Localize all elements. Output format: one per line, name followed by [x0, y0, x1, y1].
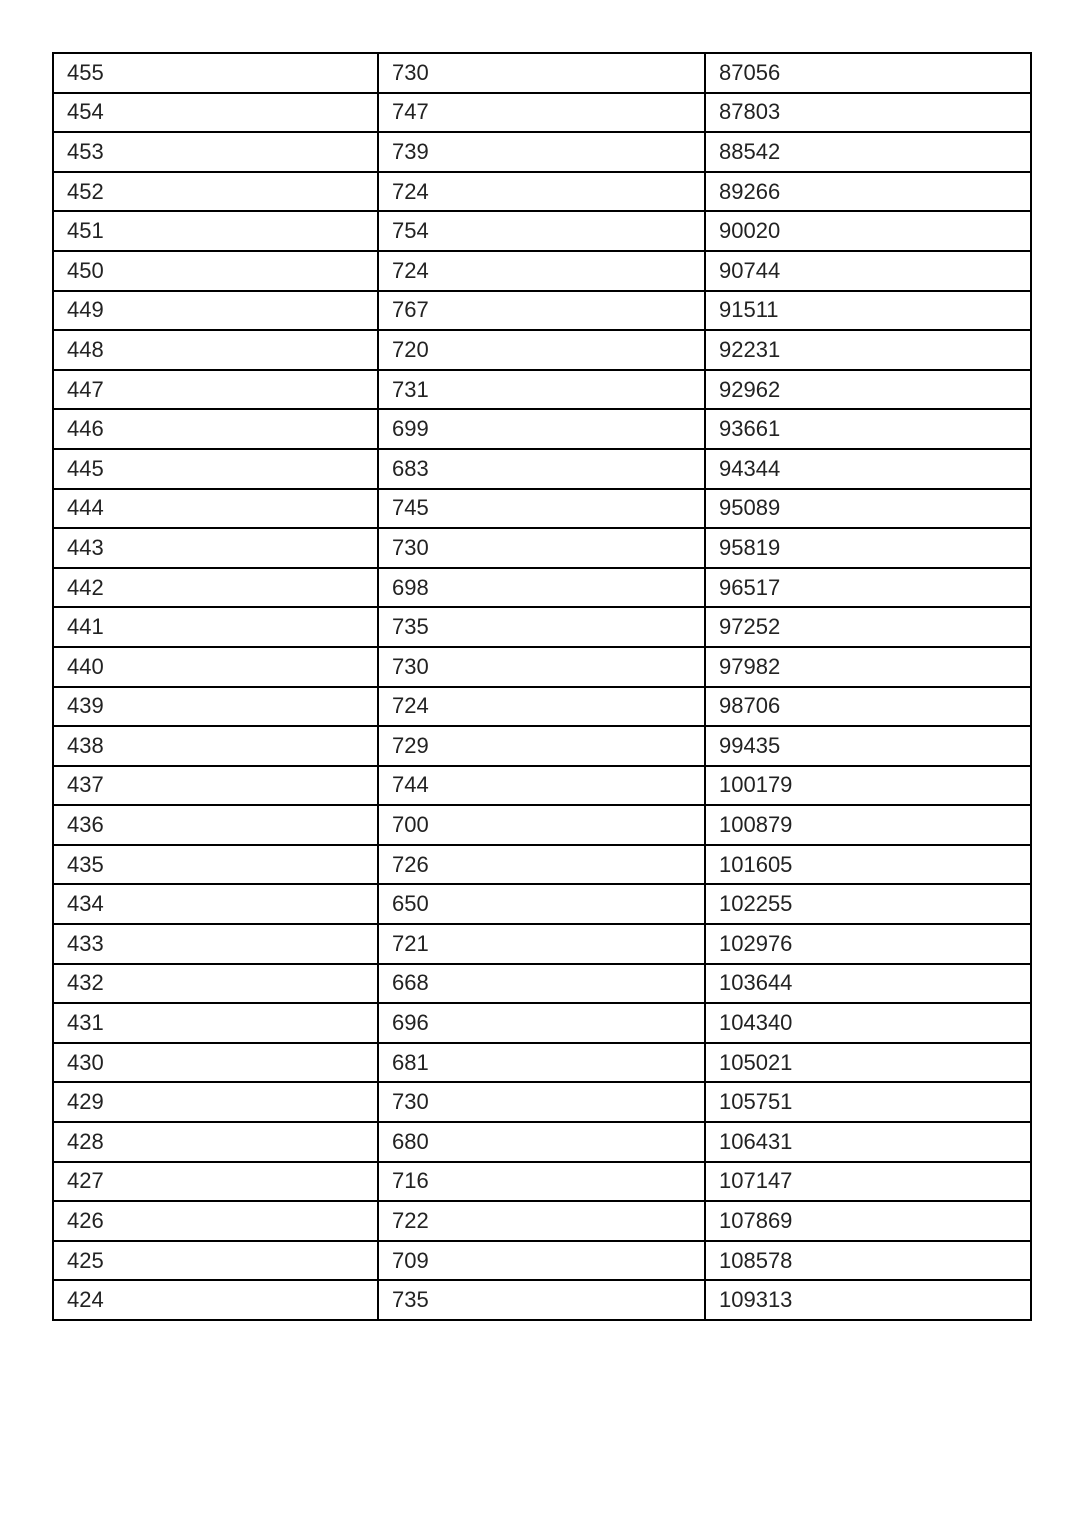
table-row [53, 53, 1031, 93]
count-cell: 721 [378, 924, 705, 964]
score-cell: 444 [53, 489, 378, 529]
count-cell: 698 [378, 568, 705, 608]
score-cell: 446 [53, 409, 378, 449]
table-row [53, 93, 1031, 133]
table-row [53, 726, 1031, 766]
score-cell: 454 [53, 93, 378, 133]
score-cell: 452 [53, 172, 378, 212]
cumulative-cell: 95089 [705, 489, 1031, 529]
table-row [53, 766, 1031, 806]
cumulative-cell: 106431 [705, 1122, 1031, 1162]
table-row [53, 687, 1031, 727]
score-cell: 424 [53, 1280, 378, 1320]
count-cell: 747 [378, 93, 705, 133]
count-cell: 731 [378, 370, 705, 410]
table-row [53, 1082, 1031, 1122]
table-row [53, 330, 1031, 370]
cumulative-cell: 91511 [705, 291, 1031, 331]
document-page [52, 52, 1030, 1321]
cumulative-cell: 90744 [705, 251, 1031, 291]
count-cell: 696 [378, 1003, 705, 1043]
table-row [53, 805, 1031, 845]
table-row [53, 568, 1031, 608]
cumulative-cell: 104340 [705, 1003, 1031, 1043]
count-cell: 716 [378, 1162, 705, 1202]
table-row [53, 1241, 1031, 1281]
cumulative-cell: 99435 [705, 726, 1031, 766]
table-body [53, 53, 1031, 1320]
score-cell: 426 [53, 1201, 378, 1241]
score-cell: 432 [53, 964, 378, 1004]
cumulative-cell: 102255 [705, 884, 1031, 924]
count-cell: 730 [378, 647, 705, 687]
table-row [53, 211, 1031, 251]
count-cell: 722 [378, 1201, 705, 1241]
count-cell: 724 [378, 172, 705, 212]
table-row [53, 1162, 1031, 1202]
cumulative-cell: 98706 [705, 687, 1031, 727]
count-cell: 726 [378, 845, 705, 885]
score-cell: 425 [53, 1241, 378, 1281]
score-cell: 434 [53, 884, 378, 924]
cumulative-cell: 109313 [705, 1280, 1031, 1320]
count-cell: 699 [378, 409, 705, 449]
cumulative-cell: 108578 [705, 1241, 1031, 1281]
cumulative-cell: 101605 [705, 845, 1031, 885]
table-row [53, 409, 1031, 449]
cumulative-cell: 89266 [705, 172, 1031, 212]
table-row [53, 647, 1031, 687]
score-cell: 445 [53, 449, 378, 489]
count-cell: 744 [378, 766, 705, 806]
count-cell: 754 [378, 211, 705, 251]
cumulative-cell: 94344 [705, 449, 1031, 489]
score-cell: 443 [53, 528, 378, 568]
score-cell: 433 [53, 924, 378, 964]
table-row [53, 1003, 1031, 1043]
score-cell: 455 [53, 53, 378, 93]
cumulative-cell: 107147 [705, 1162, 1031, 1202]
cumulative-cell: 97982 [705, 647, 1031, 687]
count-cell: 709 [378, 1241, 705, 1281]
score-cell: 448 [53, 330, 378, 370]
score-cell: 439 [53, 687, 378, 727]
count-cell: 724 [378, 687, 705, 727]
table-row [53, 489, 1031, 529]
score-cell: 436 [53, 805, 378, 845]
table-row [53, 1201, 1031, 1241]
cumulative-cell: 100179 [705, 766, 1031, 806]
table-row [53, 528, 1031, 568]
cumulative-cell: 87803 [705, 93, 1031, 133]
score-cell: 447 [53, 370, 378, 410]
count-cell: 739 [378, 132, 705, 172]
score-cell: 428 [53, 1122, 378, 1162]
score-cell: 440 [53, 647, 378, 687]
cumulative-cell: 87056 [705, 53, 1031, 93]
score-distribution-table [52, 52, 1032, 1321]
cumulative-cell: 103644 [705, 964, 1031, 1004]
cumulative-cell: 107869 [705, 1201, 1031, 1241]
score-cell: 427 [53, 1162, 378, 1202]
score-cell: 451 [53, 211, 378, 251]
table-row [53, 845, 1031, 885]
table-row [53, 607, 1031, 647]
count-cell: 680 [378, 1122, 705, 1162]
cumulative-cell: 102976 [705, 924, 1031, 964]
score-cell: 429 [53, 1082, 378, 1122]
table-row [53, 1280, 1031, 1320]
score-cell: 449 [53, 291, 378, 331]
count-cell: 700 [378, 805, 705, 845]
count-cell: 729 [378, 726, 705, 766]
table-row [53, 924, 1031, 964]
score-cell: 441 [53, 607, 378, 647]
table-row [53, 370, 1031, 410]
cumulative-cell: 93661 [705, 409, 1031, 449]
table-row [53, 251, 1031, 291]
count-cell: 724 [378, 251, 705, 291]
score-cell: 450 [53, 251, 378, 291]
cumulative-cell: 96517 [705, 568, 1031, 608]
count-cell: 735 [378, 607, 705, 647]
cumulative-cell: 92231 [705, 330, 1031, 370]
cumulative-cell: 88542 [705, 132, 1031, 172]
score-cell: 431 [53, 1003, 378, 1043]
table-row [53, 1043, 1031, 1083]
count-cell: 730 [378, 1082, 705, 1122]
table-row [53, 449, 1031, 489]
table-row [53, 172, 1031, 212]
count-cell: 720 [378, 330, 705, 370]
table-row [53, 964, 1031, 1004]
cumulative-cell: 92962 [705, 370, 1031, 410]
count-cell: 668 [378, 964, 705, 1004]
cumulative-cell: 90020 [705, 211, 1031, 251]
cumulative-cell: 100879 [705, 805, 1031, 845]
count-cell: 767 [378, 291, 705, 331]
cumulative-cell: 97252 [705, 607, 1031, 647]
score-cell: 430 [53, 1043, 378, 1083]
table-row [53, 291, 1031, 331]
count-cell: 681 [378, 1043, 705, 1083]
count-cell: 745 [378, 489, 705, 529]
count-cell: 730 [378, 53, 705, 93]
table-row [53, 132, 1031, 172]
score-cell: 442 [53, 568, 378, 608]
score-cell: 435 [53, 845, 378, 885]
score-cell: 438 [53, 726, 378, 766]
score-cell: 437 [53, 766, 378, 806]
score-cell: 453 [53, 132, 378, 172]
count-cell: 683 [378, 449, 705, 489]
count-cell: 650 [378, 884, 705, 924]
table-row [53, 1122, 1031, 1162]
cumulative-cell: 95819 [705, 528, 1031, 568]
count-cell: 735 [378, 1280, 705, 1320]
cumulative-cell: 105751 [705, 1082, 1031, 1122]
cumulative-cell: 105021 [705, 1043, 1031, 1083]
table-row [53, 884, 1031, 924]
count-cell: 730 [378, 528, 705, 568]
